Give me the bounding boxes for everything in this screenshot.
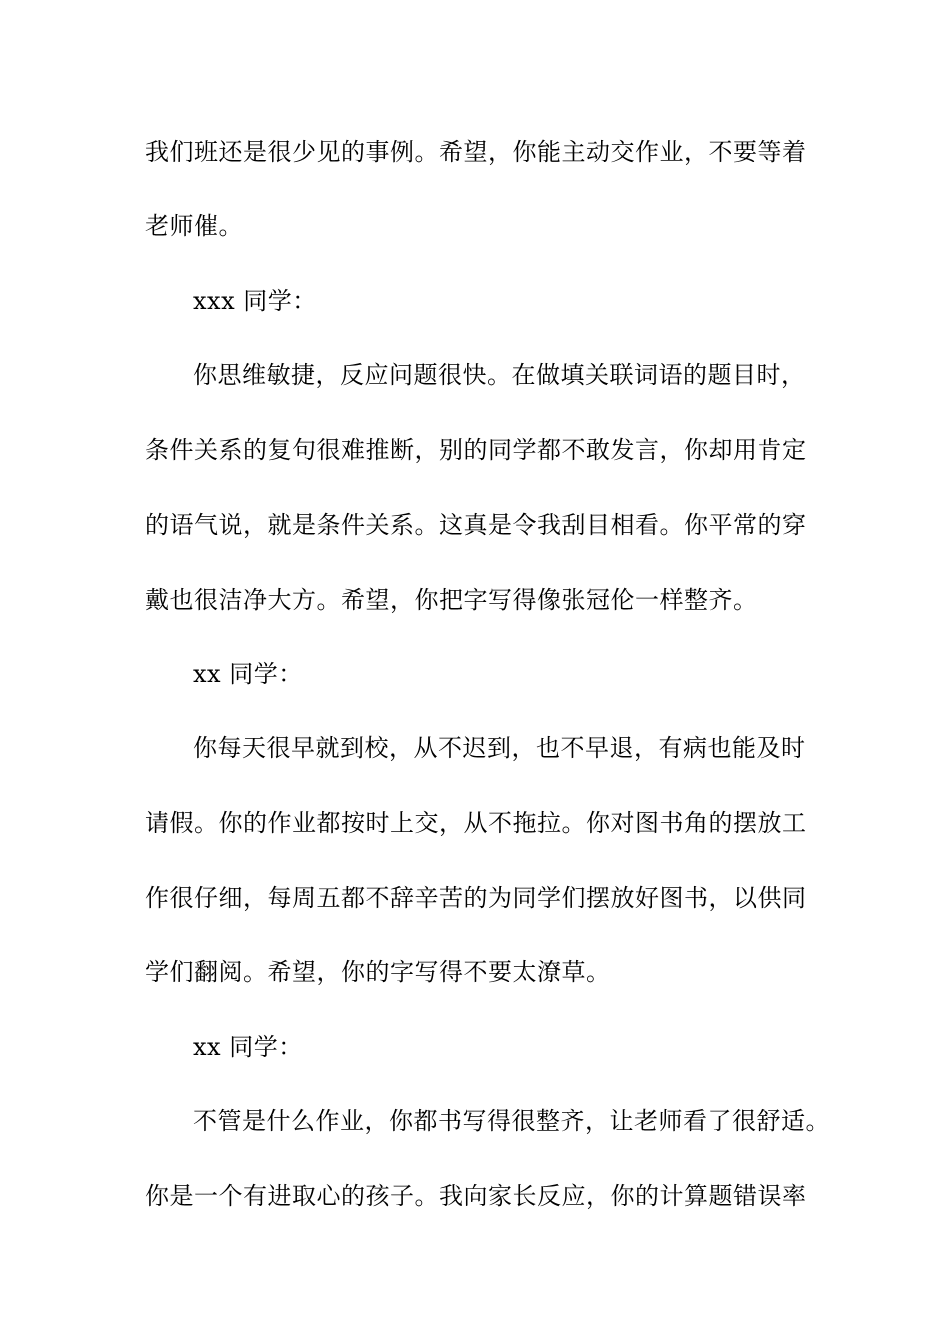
paragraph-line: 老师催。 [145,212,243,240]
student-salutation: xx 同学： [193,1033,303,1061]
paragraph-line: 作很仔细，每周五都不辞辛苦的为同学们摆放好图书，以供同 [145,884,807,912]
paragraph-line: 的语气说，就是条件关系。这真是令我刮目相看。你平常的穿 [145,511,807,539]
paragraph-line: 学们翻阅。希望，你的字写得不要太潦草。 [145,958,611,986]
paragraph-line: 请假。你的作业都按时上交，从不拖拉。你对图书角的摆放工 [145,809,807,837]
paragraph-line: 条件关系的复句很难推断，别的同学都不敢发言，你却用肯定 [145,436,807,464]
student-salutation: xxx 同学： [193,287,317,315]
paragraph-line: 不管是什么作业，你都书写得很整齐，让老师看了很舒适。 [193,1107,830,1135]
student-salutation: xx 同学： [193,660,303,688]
paragraph-line: 我们班还是很少见的事例。希望，你能主动交作业，不要等着 [145,138,807,166]
paragraph-line: 你是一个有进取心的孩子。我向家长反应，你的计算题错误率 [145,1182,807,1210]
paragraph-line: 你思维敏捷，反应问题很快。在做填关联词语的题目时， [193,361,806,389]
paragraph-line: 你每天很早就到校，从不迟到，也不早退，有病也能及时 [193,734,806,762]
paragraph-line: 戴也很洁净大方。希望，你把字写得像张冠伦一样整齐。 [145,586,758,614]
